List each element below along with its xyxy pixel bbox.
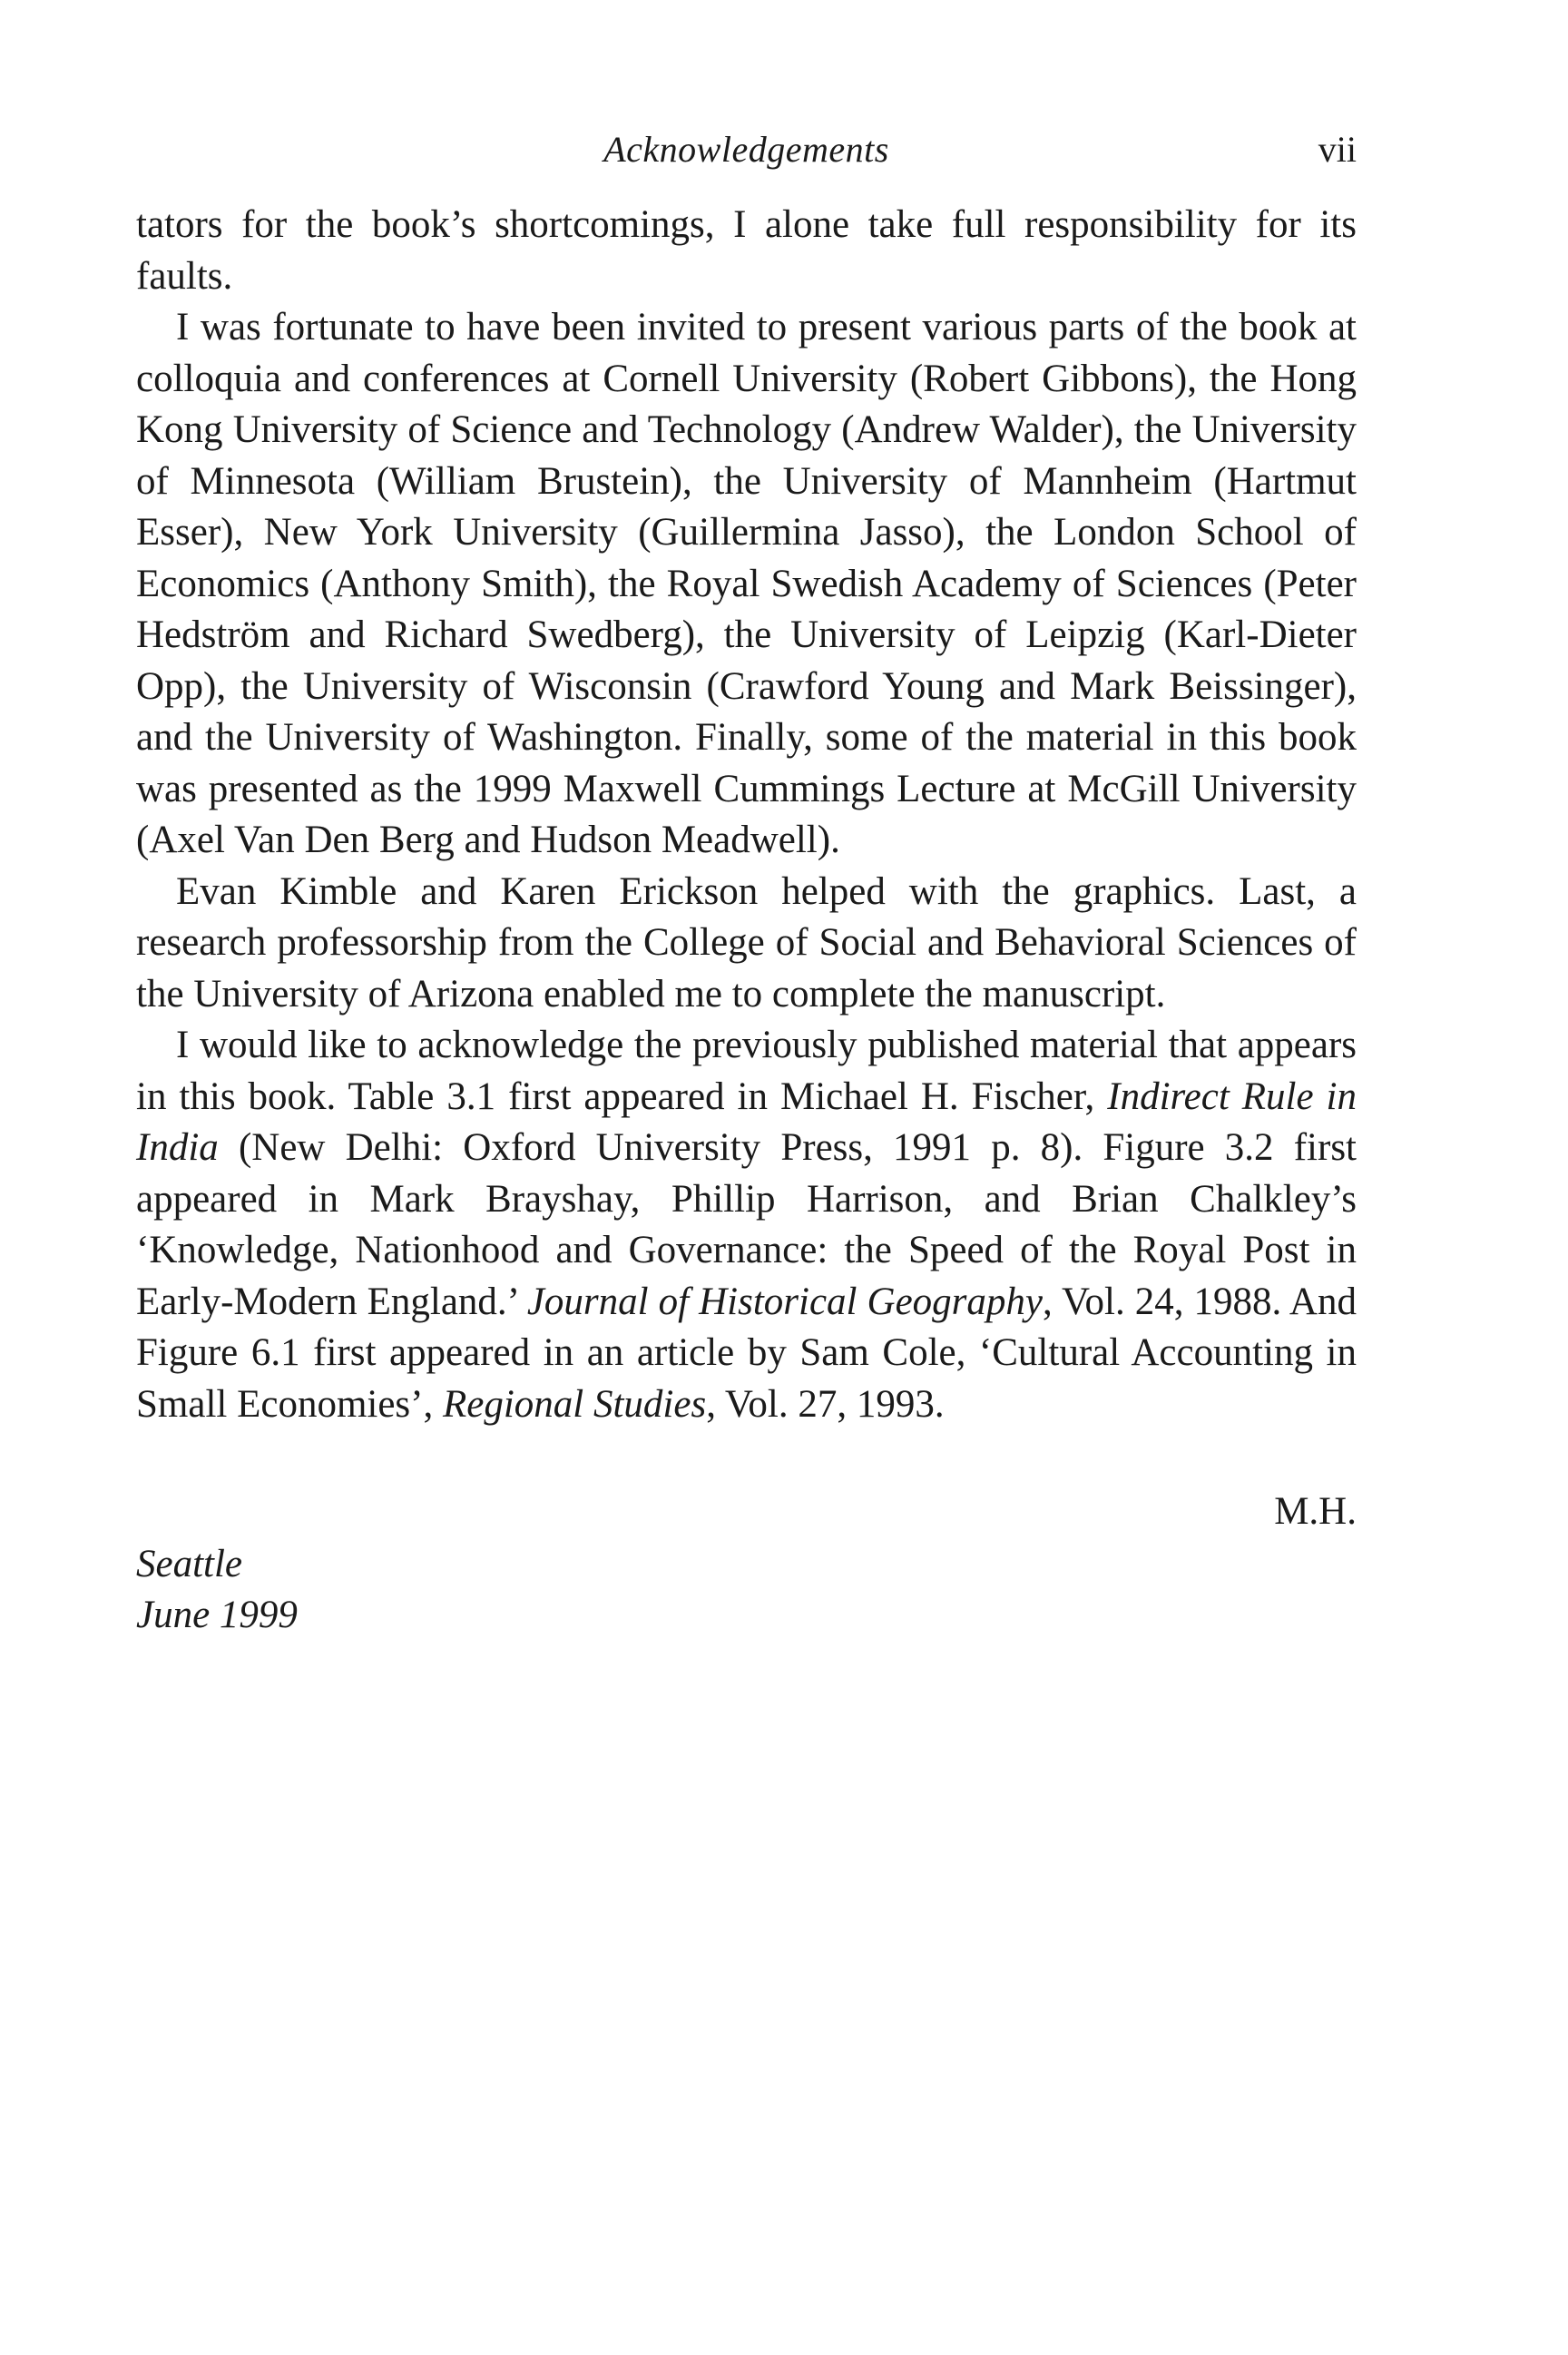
- published-text-3: , Vol. 24, 1988. And Figure 6.1 first appeared in an article by Sam Cole, ‘Cultural Accounting in Small Economies’,: [136, 1280, 1357, 1426]
- book-title-indirect-rule: Indirect Rule in India: [136, 1074, 1357, 1169]
- published-text-2: (New Delhi: Oxford University Press, 1991 p. 8). Figure 3.2 first appeared in Mark Brayshay, Phillip Harrison, and Brian Chalkley’s ‘Knowledge, Nationhood and Governance: the Speed of the Royal Post in Early-Modern England.’: [136, 1126, 1357, 1323]
- page-number: vii: [1318, 129, 1357, 170]
- author-initials: M.H.: [1274, 1490, 1357, 1533]
- journal-title-historical-geography: Journal of Historical Geography: [526, 1280, 1043, 1323]
- place-date: [136, 1539, 1357, 1641]
- published-text-4: , Vol. 27, 1993.: [706, 1382, 945, 1426]
- paragraph-published-material: [136, 1020, 1357, 1430]
- book-page: [136, 127, 1357, 1641]
- paragraph-continuation: tators for the book’s shortcomings, I alone take full responsibility for its faults.: [136, 203, 1357, 298]
- running-head-title: Acknowledgements: [603, 129, 889, 170]
- running-head: [136, 127, 1357, 172]
- journal-title-regional-studies: Regional Studies: [442, 1382, 707, 1426]
- place: Seattle: [136, 1543, 243, 1585]
- paragraph-colloquia: I was fortunate to have been invited to present various parts of the book at colloquia and conferences at Cornell University (Robert Gibbons), the Hong Kong University of Science and Technology (Andrew Walder), the University of Minnesota (William Brustein), the University of Mannheim (Hartmut Esser), New York University (Guillermina Jasso), the London School of Economics (Anthony Smith), the Royal Swedish Academy of Sciences (Peter Hedström and Richard Swedberg), the University of Leipzig (Karl-Dieter Opp), the University of Wisconsin (Crawford Young and Mark Beissinger), and the University of Washington. Finally, some of the material in this book was presented as the 1999 Maxwell Cummings Lecture at McGill University (Axel Van Den Berg and Hudson Meadwell).: [136, 306, 1357, 861]
- date: June 1999: [136, 1594, 298, 1636]
- published-text-1: I would like to acknowledge the previously published material that appears in this book. Table 3.1 first appeared in Michael H. Fischer,: [136, 1024, 1357, 1118]
- body-text: [136, 200, 1357, 1430]
- paragraph-graphics: Evan Kimble and Karen Erickson helped with the graphics. Last, a research professorship from the College of Social and Behavioral Sciences of the University of Arizona enabled me to complete the manuscript.: [136, 869, 1357, 1016]
